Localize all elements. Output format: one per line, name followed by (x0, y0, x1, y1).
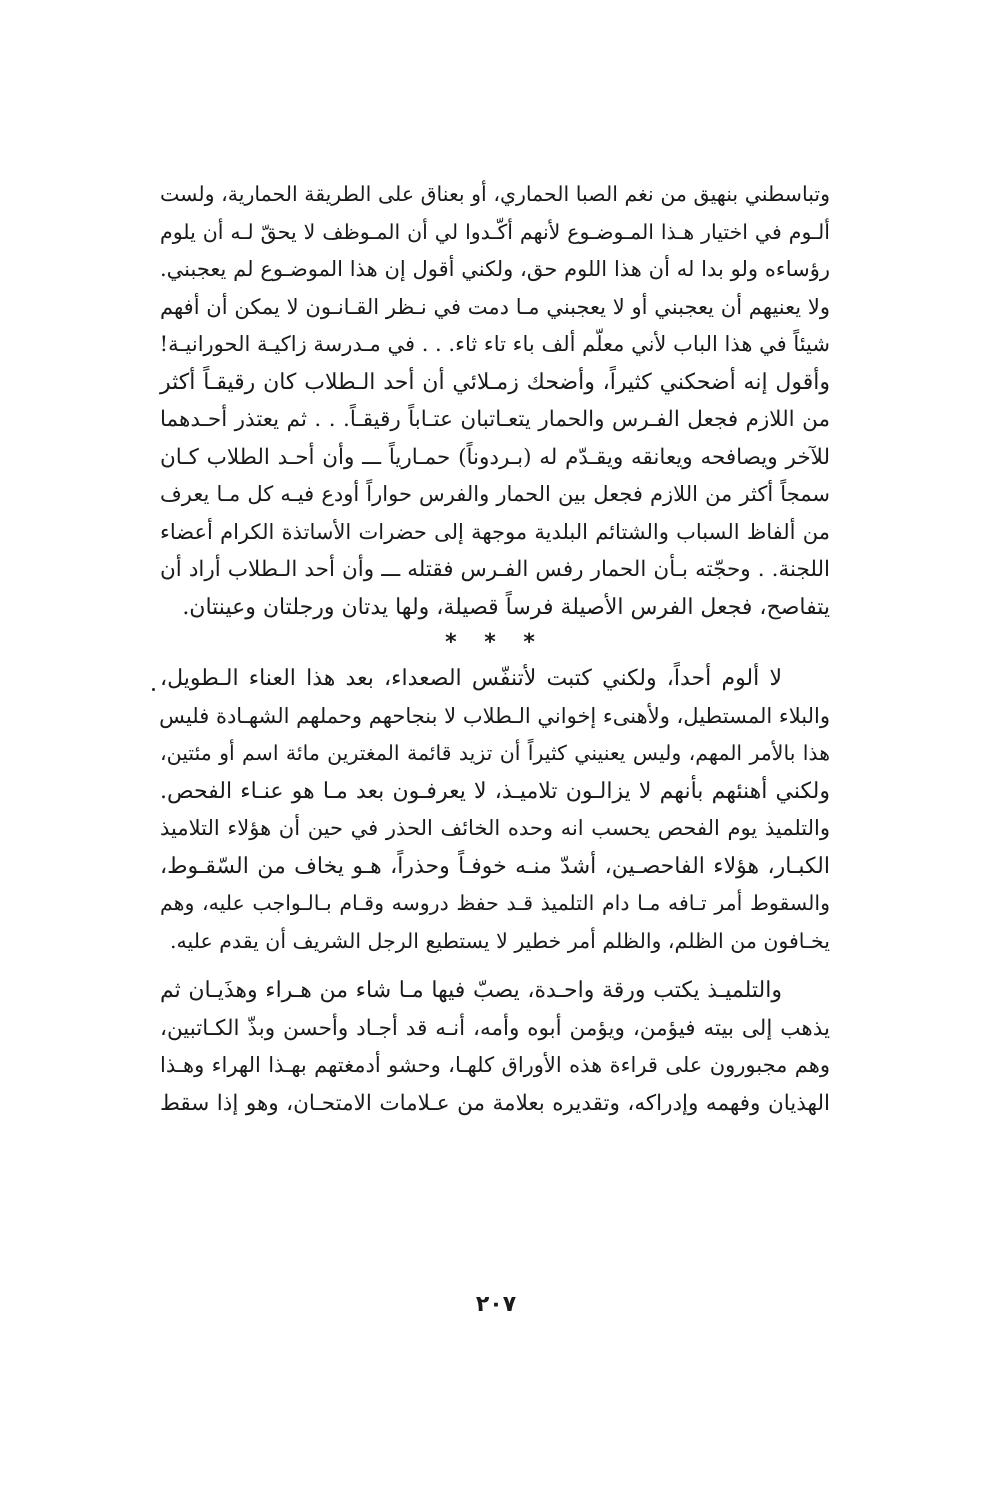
text-line: وأقول إنه أضحكني كثيراً، وأضحك زمـلائي أن أحد الـطلاب كان رقيقـاً أكثر (160, 369, 830, 395)
text-line: ألـوم في اختيار هـذا المـوضـوع لأنهم أكّـدوا لي أن المـوظف لا يحقّ لـه أن يلوم (160, 219, 830, 244)
text-line: الهذيان وفهمه وإدراكه، وتقديره بعلامة من عـلامات الامتحـان، وهو إذا سقط (160, 1090, 830, 1116)
text-line: للآخر ويصافحه ويعانقه ويقـدّم له (بـردوناً) حمـارياً ـــ وأن أحـد الطلاب كـان (160, 444, 830, 470)
text-line: والبلاء المستطيل، ولأهنىء إخواني الـطلاب لا بنجاحهم وحملهم الشهـادة فليس (159, 703, 830, 728)
paragraph-1 (160, 176, 830, 626)
text-line: من اللازم فجعل الفـرس والحمار يتعـاتبان عتـاباً رقيقـاً. . . ثم يعتذر أحـدهما (160, 407, 830, 432)
text-line: وتباسطني بنهيق من نغم الصبا الحماري، أو بعناق على الطريقة الحمارية، ولست (160, 182, 830, 206)
text-line: يذهب إلى بيته فيؤمن، ويؤمن أبوه وأمه، أنـه قد أجـاد وأحسن وبذّ الكـاتبين، (160, 1015, 830, 1041)
text-line: ولا يعنيهم أن يعجبني أو لا يعجبني مـا دمت في نـظر القـانـون لا يمكن أن أفهم (160, 294, 830, 319)
section-separator: * * * (445, 630, 545, 655)
text-line: الكبـار، هؤلاء الفاحصـين، أشدّ منـه خوفـاً وحذراً، هـو يخاف من السّقـوط، (160, 853, 830, 879)
text-line: هذا بالأمر المهم، وليس يعنيني كثيراً أن تزيد قائمة المغترين مائة اسم أو مئتين، (160, 741, 830, 765)
text-line: يتفاصح، فجعل الفرس الأصيلة فرساً قصيلة، ولها يدتان ورجلتان وعينتان. (182, 594, 830, 620)
paragraph-3 (160, 972, 830, 1122)
page-number: ٢٠٧ (475, 1292, 517, 1317)
stray-mark (152, 688, 155, 691)
text-line: والتلميـذ يكتب ورقة واحـدة، يصبّ فيها مـا شاء من هـراء وهذَيـان ثم (160, 978, 782, 1003)
text-line: لا ألوم أحداً، ولكني كتبت لأتنفّس الصعداء، بعد هذا العناء الـطويل، (160, 666, 782, 691)
page-body (160, 176, 830, 1122)
text-line: رؤساءه ولو بدا له أن هذا اللوم حق، ولكني أقول إن هذا الموضـوع لم يعجبني. (160, 257, 830, 281)
text-line: ولكني أهنئهم بأنهم لا يزالـون تلاميـذ، لا يعرفـون بعد مـا هو عنـاء الفحص. (160, 778, 830, 804)
text-line: سمجاً أكثر من اللازم فجعل بين الحمار والفرس حواراً أودع فيـه كل مـا يعرف (160, 482, 830, 506)
paragraph-2 (160, 660, 830, 960)
text-line: شيئاً في هذا الباب لأني معلّم ألف باء تاء ثاء. . . في مـدرسة زاكيـة الحورانيـة! (159, 332, 830, 356)
text-line: والسقوط أمر تـافه مـا دام التلميذ قـد حفظ دروسه وقـام بـالـواجب عليه، وهم (160, 891, 830, 915)
text-line: اللجنة. . وحجّته بـأن الحمار رفس الفـرس فقتله ـــ وأن أحد الـطلاب أراد أن (160, 557, 830, 582)
text-line: من ألفاظ السباب والشتائم البلدية موجهة إلى حضرات الأساتذة الكرام أعضاء (160, 519, 830, 544)
text-line: يخـافون من الظلم، والظلم أمر خطير لا يستطيع الرجل الشريف أن يقدم عليه. (170, 928, 830, 953)
text-line: والتلميذ يوم الفحص يحسب انه وحده الخائف الحذر في حين أن هؤلاء التلاميذ (160, 816, 830, 840)
text-line: وهم مجبورون على قراءة هذه الأوراق كلهـا، وحشو أدمغتهم بهـذا الهراء وهـذا (160, 1053, 830, 1077)
paragraph-gap (160, 960, 830, 972)
